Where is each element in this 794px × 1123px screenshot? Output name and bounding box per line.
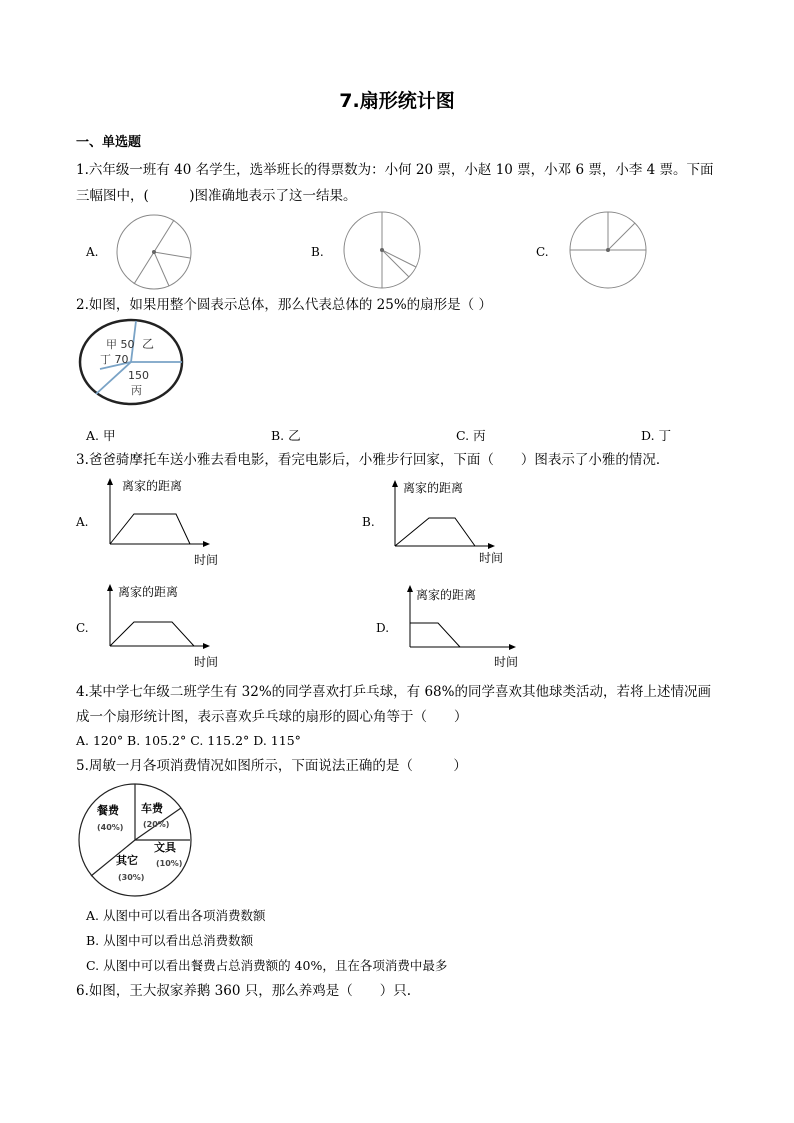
q4-text-line1: 4.某中学七年级二班学生有 32%的同学喜欢打乒乓球，有 68%的同学喜欢其他球类活动，若将上述情况画	[76, 684, 711, 700]
q3-option-b-label: B.	[362, 515, 375, 529]
q1-pie-c	[568, 210, 648, 290]
page-title: 7.扇形统计图	[339, 90, 455, 112]
q3-graph-c	[104, 582, 229, 670]
q5-slice-chefei-pct: (20%)	[143, 820, 170, 829]
q5-slice-chefei-name: 车费	[141, 802, 163, 815]
q1-text-line2: 三幅图中，( )图准确地表示了这一结果。	[76, 188, 357, 204]
q2-text: 2.如图，如果用整个圆表示总体，那么代表总体的 25%的扇形是（ ）	[76, 297, 492, 313]
q2-pie-label-ding: 丁 70	[100, 353, 129, 366]
q1-option-b-label: B.	[311, 245, 324, 259]
q5-slice-qita-name: 其它	[116, 854, 138, 867]
q2-pie-label-jia: 甲 50	[106, 338, 135, 351]
q2-option-b: B. 乙	[271, 428, 301, 443]
q3-graph-d	[404, 583, 529, 670]
q1-option-c-label: C.	[536, 245, 549, 259]
q2-option-c: C. 丙	[456, 428, 486, 443]
q3-graph-d-y-label: 离家的距离	[416, 588, 477, 602]
q2-pie-label-150: 150	[128, 369, 149, 382]
q5-slice-canfei-name: 餐费	[97, 804, 119, 817]
q5-text: 5.周敏一月各项消费情况如图所示，下面说法正确的是（ ）	[76, 758, 467, 774]
q5-option-c: C. 从图中可以看出餐费占总消费额的 40%，且在各项消费中最多	[86, 958, 448, 973]
q3-graph-b-y-label: 离家的距离	[403, 481, 464, 495]
q1-option-a-label: A.	[86, 245, 99, 259]
q6-text: 6.如图，王大叔家养鹅 360 只，那么养鸡是（ ）只.	[76, 983, 412, 999]
q3-graph-a-y-label: 离家的距离	[122, 479, 183, 493]
q3-graph-c-x-label: 时间	[194, 655, 219, 669]
q5-pie	[77, 782, 193, 898]
q5-slice-wenju-name: 文具	[154, 841, 176, 854]
q3-option-a-label: A.	[76, 515, 89, 529]
q1-pie-a	[114, 214, 194, 290]
q3-graph-a	[104, 476, 229, 570]
section-heading: 一、单选题	[76, 135, 142, 150]
q4-text-line2: 成一个扇形统计图，表示喜欢乒乓球的扇形的圆心角等于（ ）	[76, 709, 468, 725]
q5-slice-qita-pct: (30%)	[118, 873, 145, 882]
q3-graph-a-x-label: 时间	[194, 553, 219, 567]
q2-pie-label-bing: 丙	[131, 384, 142, 397]
q3-option-d-label: D.	[376, 621, 390, 635]
q5-slice-canfei-pct: (40%)	[97, 823, 124, 832]
q2-pie	[78, 318, 184, 408]
q3-graph-c-y-label: 离家的距离	[118, 585, 179, 599]
q1-text-line1: 1.六年级一班有 40 名学生，选举班长的得票数为：小何 20 票，小赵 10 票，小邓 6 票，小李 4 票。下面	[76, 162, 714, 178]
q2-option-a: A. 甲	[86, 428, 116, 443]
q5-slice-wenju-pct: (10%)	[156, 859, 183, 868]
q5-option-a: A. 从图中可以看出各项消费数额	[86, 908, 266, 923]
q3-text: 3.爸爸骑摩托车送小雅去看电影，看完电影后，小雅步行回家，下面（ ）图表示了小雅的情况．	[76, 452, 670, 468]
q1-pie-b	[342, 210, 422, 290]
q3-graph-b-x-label: 时间	[479, 551, 504, 565]
q3-option-c-label: C.	[76, 621, 89, 635]
q3-graph-d-x-label: 时间	[494, 655, 519, 669]
q3-graph-b	[389, 478, 514, 566]
q5-option-b: B. 从图中可以看出总消费数额	[86, 933, 254, 948]
q4-options: A. 120° B. 105.2° C. 115.2° D. 115°	[76, 733, 301, 748]
q2-option-d: D. 丁	[641, 428, 672, 443]
q2-pie-label-yi: 乙	[142, 337, 155, 351]
